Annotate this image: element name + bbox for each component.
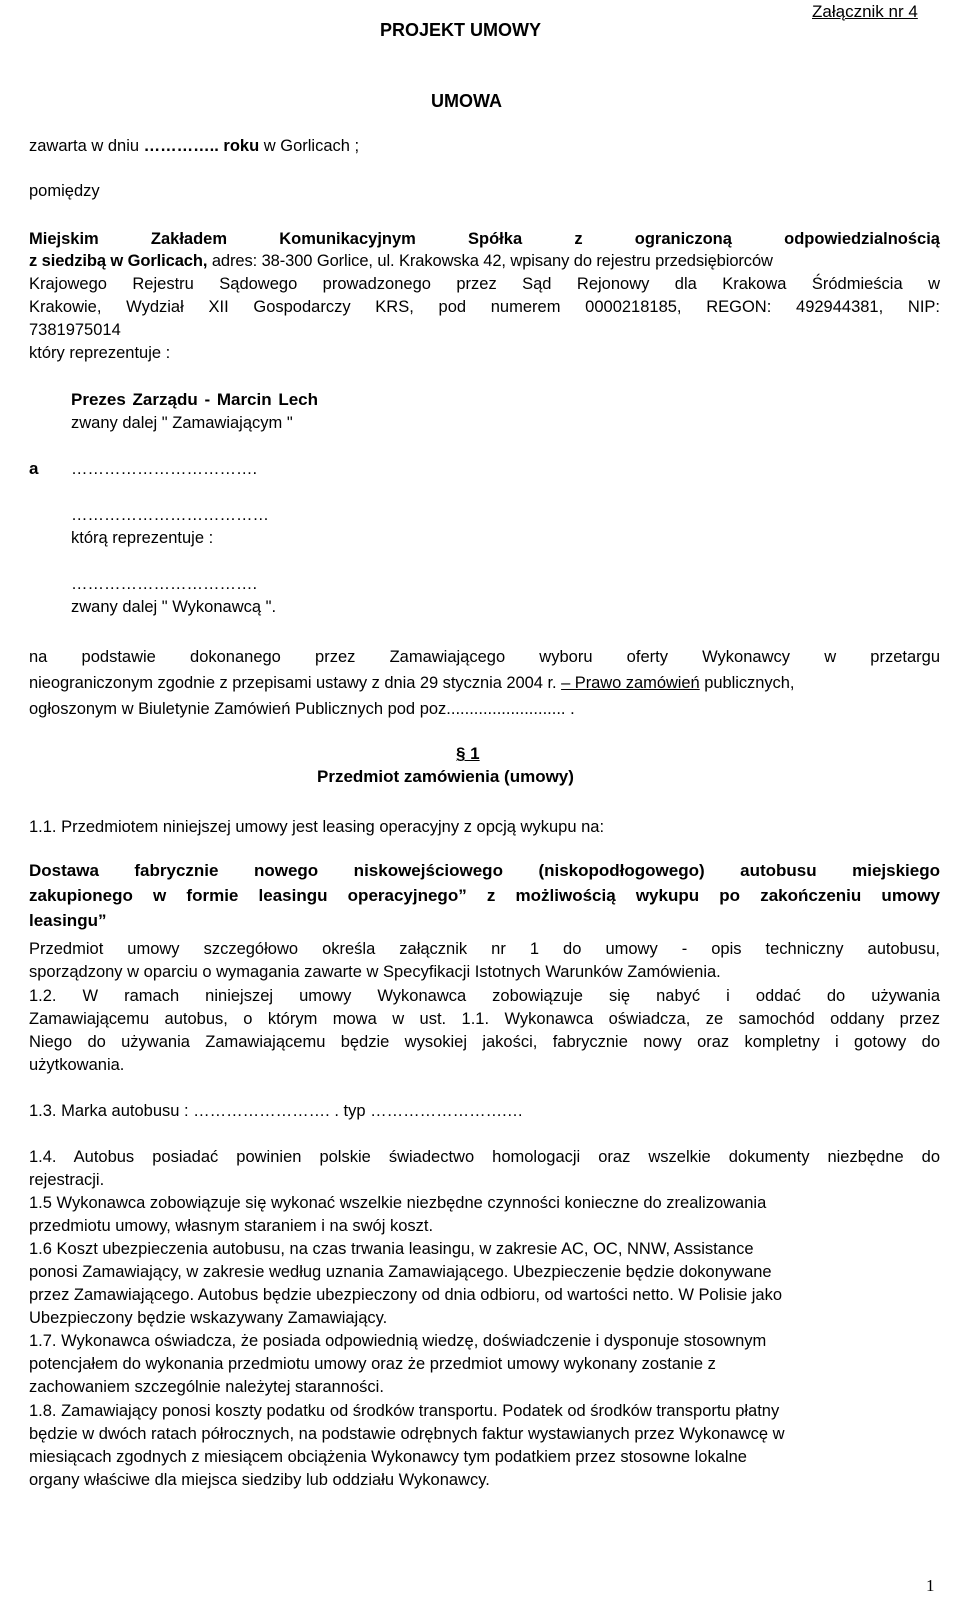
- document-title: UMOWA: [431, 91, 502, 111]
- date-line-prefix: zawarta w dniu: [29, 137, 144, 155]
- contract-date-line: [29, 137, 359, 155]
- basis-statute: nieograniczonym zgodnie z przepisami ustawy z dnia 29 stycznia 2004 r.: [29, 674, 562, 692]
- clause-1-1: 1.1. Przedmiotem niniejszej umowy jest leasing operacyjny z opcją wykupu na:: [29, 818, 605, 836]
- representative-name: Prezes Zarządu - Marcin Lech: [71, 390, 319, 409]
- party1-nip: 7381975014: [29, 321, 121, 339]
- subject-bold-line-3: leasingu”: [29, 911, 107, 930]
- clause-1-8-line-1: 1.8. Zamawiający ponosi koszty podatku od środków transportu. Podatek od środków transportu płatny: [29, 1402, 780, 1420]
- clause-1-4-line-2: rejestracji.: [29, 1171, 105, 1189]
- clause-1-8-line-4: organy właściwe dla miejsca siedziby lub oddziału Wykonawcy.: [29, 1471, 490, 1489]
- clause-1-8-line-3: miesiącach zgodnych z miesiącem obciążenia Wykonawcy tym podatkiem przez stosowne lokalne: [29, 1448, 747, 1466]
- basis-law-suffix: publicznych,: [699, 674, 795, 692]
- clause-1-7-line-1: 1.7. Wykonawca oświadcza, że posiada odpowiednią wiedzę, doświadczenie i dysponuje stosownym: [29, 1332, 767, 1350]
- page-number: 1: [926, 1576, 935, 1595]
- subject-bold-line-2: zakupionego w formie leasingu operacyjnego” z możliwością wykupu po zakończeniu umowy: [29, 886, 940, 905]
- subject-bold-line-1: Dostawa fabrycznie nowego niskowejściowego (niskopodłogowego) autobusu miejskiego: [29, 861, 940, 880]
- between-label: pomiędzy: [29, 182, 100, 200]
- clause-1-2-line-4: użytkowania.: [29, 1056, 125, 1074]
- clause-1-2-line-1: 1.2. W ramach niniejszej umowy Wykonawca zobowiązuje się nabyć i oddać do używania: [29, 987, 940, 1005]
- clause-1-6-line-1: 1.6 Koszt ubezpieczenia autobusu, na czas trwania leasingu, w zakresie AC, OC, NNW, Assistance: [29, 1240, 754, 1258]
- attachment-label: Załącznik nr 4: [812, 2, 918, 21]
- section-title: Przedmiot zamówienia (umowy): [317, 767, 574, 786]
- date-placeholder: ………….. roku: [143, 137, 260, 155]
- party1-company-name: Miejskim Zakładem Komunikacyjnym Spółka z ograniczoną odpowiedzialnością: [29, 230, 940, 248]
- party2-name-blank: …………………………….: [71, 460, 258, 478]
- date-line-suffix: w Gorlicach ;: [259, 137, 360, 155]
- party2-alias: zwany dalej " Wykonawcą ".: [71, 598, 277, 616]
- basis-law-name: – Prawo zamówień: [561, 674, 700, 692]
- party1-seat: z siedzibą w Gorlicach,: [29, 252, 208, 270]
- clause-1-6-line-2: ponosi Zamawiający, w zakresie według uznania Zamawiającego. Ubezpieczenie będzie dokonywane: [29, 1263, 772, 1281]
- subject-detail-line-1: Przedmiot umowy szczegółowo określa załącznik nr 1 do umowy - opis techniczny autobusu,: [29, 940, 940, 958]
- clause-1-7-line-2: potencjałem do wykonania przedmiotu umowy oraz że przedmiot umowy wykonany zostanie z: [29, 1355, 716, 1373]
- clause-1-2-line-3: Niego do używania Zamawiającemu będzie wysokiej jakości, fabrycznie nowy oraz kompletny i gotowy do: [29, 1033, 940, 1051]
- section-number: § 1: [456, 744, 480, 763]
- project-title: PROJEKT UMOWY: [380, 20, 542, 40]
- clause-1-3: 1.3. Marka autobusu : ……………………. . typ …………………….…: [29, 1102, 524, 1120]
- representative-alias: zwany dalej " Zamawiającym ": [71, 414, 293, 432]
- party2-address-blank: ………………………………: [71, 506, 269, 524]
- party1-represented-by: który reprezentuje :: [29, 344, 171, 362]
- clause-1-4-line-1: 1.4. Autobus posiadać powinien polskie świadectwo homologacji oraz wszelkie dokumenty niezbędne do: [29, 1148, 940, 1166]
- clause-1-2-line-2: Zamawiającemu autobus, o którym mowa w ust. 1.1. Wykonawca oświadcza, ze samochód oddany przez: [29, 1010, 940, 1028]
- party1-address: adres: 38-300 Gorlice, ul. Krakowska 42, wpisany do rejestru przedsiębiorców: [207, 252, 773, 270]
- basis-line-2: [29, 674, 940, 692]
- party1-krs-line: Krakowie, Wydział XII Gospodarczy KRS, pod numerem 0000218185, REGON: 492944381, NIP:: [29, 298, 940, 316]
- and-label: a: [29, 459, 39, 478]
- clause-1-5-line-2: przedmiotu umowy, własnym staraniem i na swój koszt.: [29, 1217, 434, 1235]
- party2-representative-blank: …………………………….: [71, 575, 258, 593]
- clause-1-7-line-3: zachowaniem szczególnie należytej staranności.: [29, 1378, 384, 1396]
- clause-1-5-line-1: 1.5 Wykonawca zobowiązuje się wykonać wszelkie niezbędne czynności konieczne do zrealizowania: [29, 1194, 767, 1212]
- clause-1-6-line-3: przez Zamawiającego. Autobus będzie ubezpieczony od dnia odbioru, od wartości netto. W Polisie jako: [29, 1286, 783, 1304]
- basis-line-3: ogłoszonym w Biuletynie Zamówień Publicznych pod poz.......................... .: [29, 700, 575, 718]
- basis-line-1: na podstawie dokonanego przez Zamawiającego wyboru oferty Wykonawcy w przetargu: [29, 648, 940, 666]
- subject-detail-line-2: sporządzony w oparciu o wymagania zawarte w Specyfikacji Istotnych Warunków Zamówienia.: [29, 963, 721, 981]
- clause-1-8-line-2: będzie w dwóch ratach półrocznych, na podstawie odrębnych faktur wystawianych przez Wykonawcę w: [29, 1425, 785, 1443]
- party1-address-line: [29, 252, 940, 270]
- clause-1-6-line-4: Ubezpieczony będzie wskazywany Zamawiający.: [29, 1309, 388, 1327]
- party2-represented-by: którą reprezentuje :: [71, 529, 214, 547]
- party1-registry-line: Krajowego Rejestru Sądowego prowadzonego przez Sąd Rejonowy dla Krakowa Śródmieścia w: [29, 275, 940, 293]
